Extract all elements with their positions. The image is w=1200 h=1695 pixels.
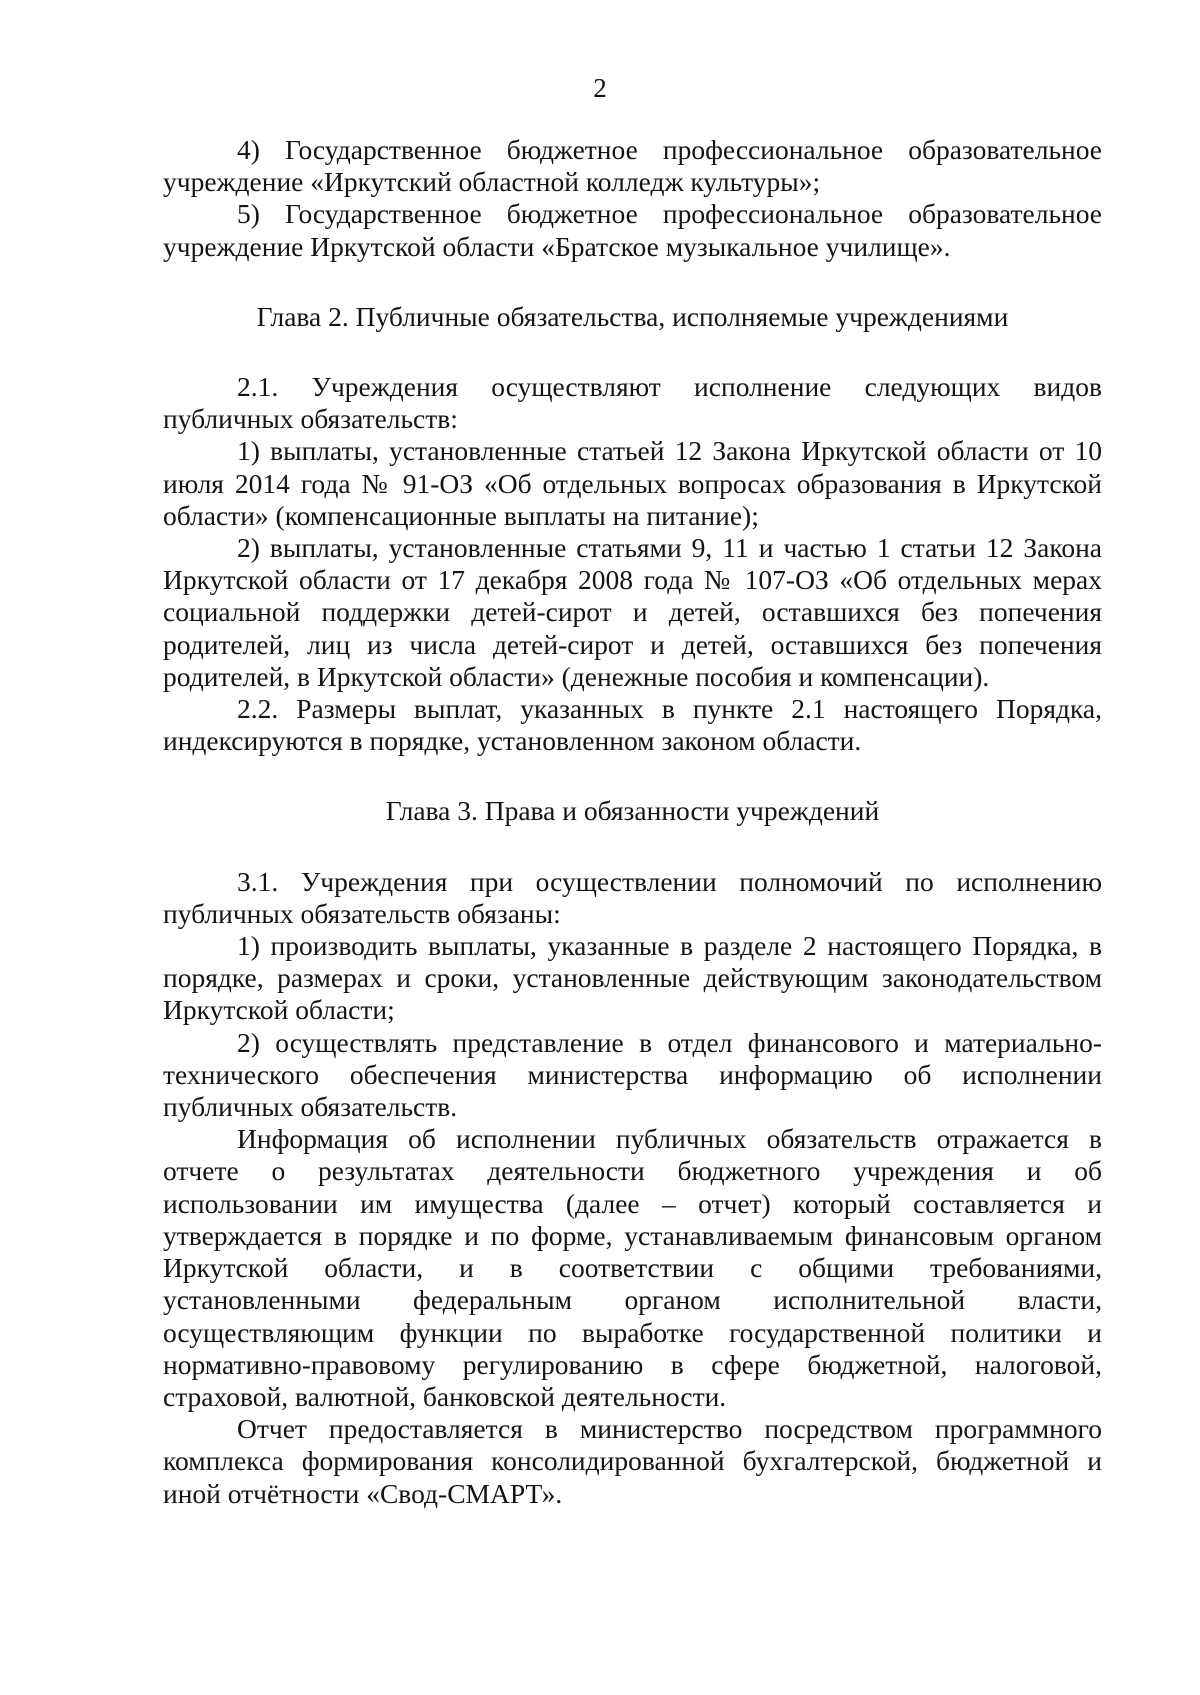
document-body <box>163 134 1102 1510</box>
clause-3-1-item-1: 1) производить выплаты, указанные в разделе 2 настоящего Порядка, в порядке, размерах и сроки, установленные действующим законодательством Иркутской области; <box>163 930 1102 1026</box>
clause-2-1: 2.1. Учреждения осуществляют исполнение следующих видов публичных обязательств: <box>163 371 1102 435</box>
chapter-3-heading: Глава 3. Права и обязанности учреждений <box>385 795 880 827</box>
chapter-2-heading: Глава 2. Публичные обязательства, исполняемые учреждениями <box>256 300 1009 332</box>
page-number: 2 <box>593 73 607 103</box>
clause-3-1-item-2: 2) осуществлять представление в отдел финансового и материально-технического обеспечения министерства информацию об исполнении публичных обязательств. <box>163 1026 1102 1123</box>
report-submission-paragraph: Отчет предоставляется в министерство посредством программного комплекса формирования консолидированной бухгалтерской, бюджетной и иной отчётности «Свод-СМАРТ». <box>163 1413 1102 1509</box>
clause-3-1: 3.1. Учреждения при осуществлении полномочий по исполнению публичных обязательств обязаны: <box>163 865 1102 929</box>
report-info-paragraph: Информация об исполнении публичных обязательств отражается в отчете о результатах деятельности бюджетного учреждения и об использовании им имущества (далее – отчет) который составляется и утверждается в порядке и по форме, устанавливаемым финансовым органом Иркутской области, и в соответствии с общими требованиями, установленными федеральным органом исполнительной власти, осуществляющим функции по выработке государственной политики и нормативно-правовому регулированию в сфере бюджетной, налоговой, страховой, валютной, банковской деятельности. <box>163 1123 1102 1412</box>
list-item-4: 4) Государственное бюджетное профессиональное образовательное учреждение «Иркутский областной колледж культуры»; <box>163 134 1102 198</box>
list-item-5: 5) Государственное бюджетное профессиональное образовательное учреждение Иркутской области «Братское музыкальное училище». <box>163 198 1102 262</box>
clause-2-2: 2.2. Размеры выплат, указанных в пункте 2.1 настоящего Порядка, индексируются в порядке, установленном законом области. <box>163 693 1102 757</box>
clause-2-1-item-2: 2) выплаты, установленные статьями 9, 11 и частью 1 статьи 12 Закона Иркутской области от 17 декабря 2008 года № 107-ОЗ «Об отдельных мерах социальной поддержки детей-сирот и детей, оставшихся без попечения родителей, лиц из числа детей-сирот и детей, оставшихся без попечения родителей, в Иркутской области» (денежные пособия и компенсации). <box>163 532 1102 692</box>
clause-2-1-item-1: 1) выплаты, установленные статьей 12 Закона Иркутской области от 10 июля 2014 года № 91-ОЗ «Об отдельных вопросах образования в Иркутской области» (компенсационные выплаты на питание); <box>163 435 1102 531</box>
